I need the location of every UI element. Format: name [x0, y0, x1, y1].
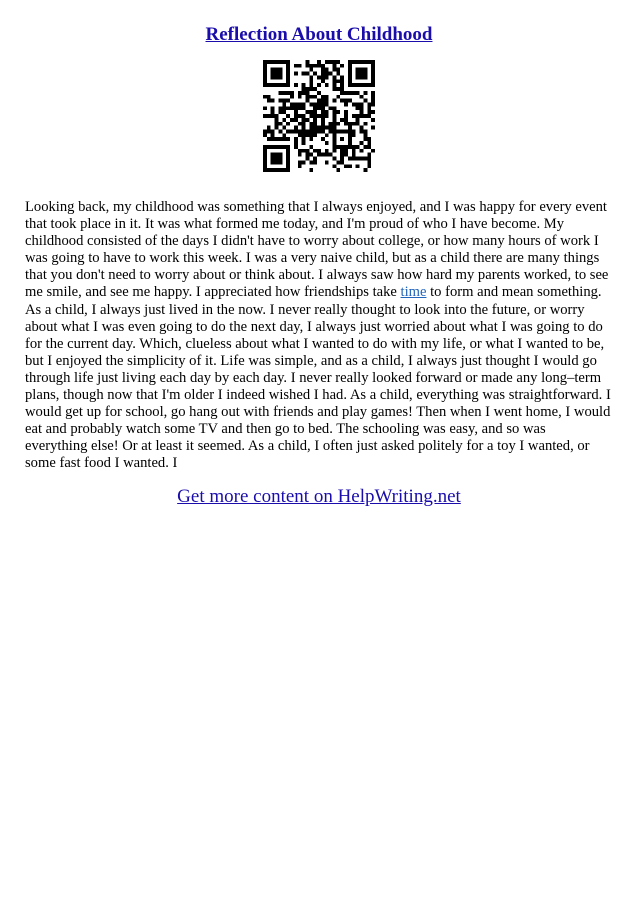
document-title [0, 22, 638, 48]
title-link[interactable]: Reflection About Childhood [205, 24, 433, 45]
qr-code-icon [263, 60, 375, 172]
inline-time-link[interactable]: time [400, 284, 427, 301]
body-paragraph [25, 199, 611, 473]
body-text-part-1: Looking back, my childhood was something that I always enjoyed, and I was happy for every event that took place in it. It was what formed me today, and I'm proud of who I have become. My childhood consisted of the days I didn't have to worry about college, or how many hours of work I was going to have to work this week. I was a very naive child, but as a child there are many things that you don't need to worry about or think about. I always saw how hard my parents worked, to see me smile, and see me happy. I appreciated how friendships take [25, 199, 609, 301]
body-text-part-2: to form and mean something. As a child, I always just lived in the now. I never really thought to look into the future, or worry about what I was even going to do the next day, I always just worried about what I was going to do for the current day. Which, clueless about what I wanted to do with my life, or what I wanted to be, but I enjoyed the simplicity of it. Life was simple, and as a child, I always just thought I would go through life just living each day by each day. I never really looked forward or made any long–term plans, though now that I'm older I indeed wished I had. As a child, everything was straightforward. I would get up for school, go hang out with friends and play games! Then when I went home, I would eat and probably watch some TV and then go to bed. The schooling was easy, and so was everything else! Or at least it seemed. As a child, I often just asked politely for a toy I wanted, or some fast food I wanted. I [25, 284, 611, 472]
get-more-content-link[interactable]: Get more content on HelpWriting.net [177, 486, 461, 507]
more-content-footer [0, 484, 638, 510]
